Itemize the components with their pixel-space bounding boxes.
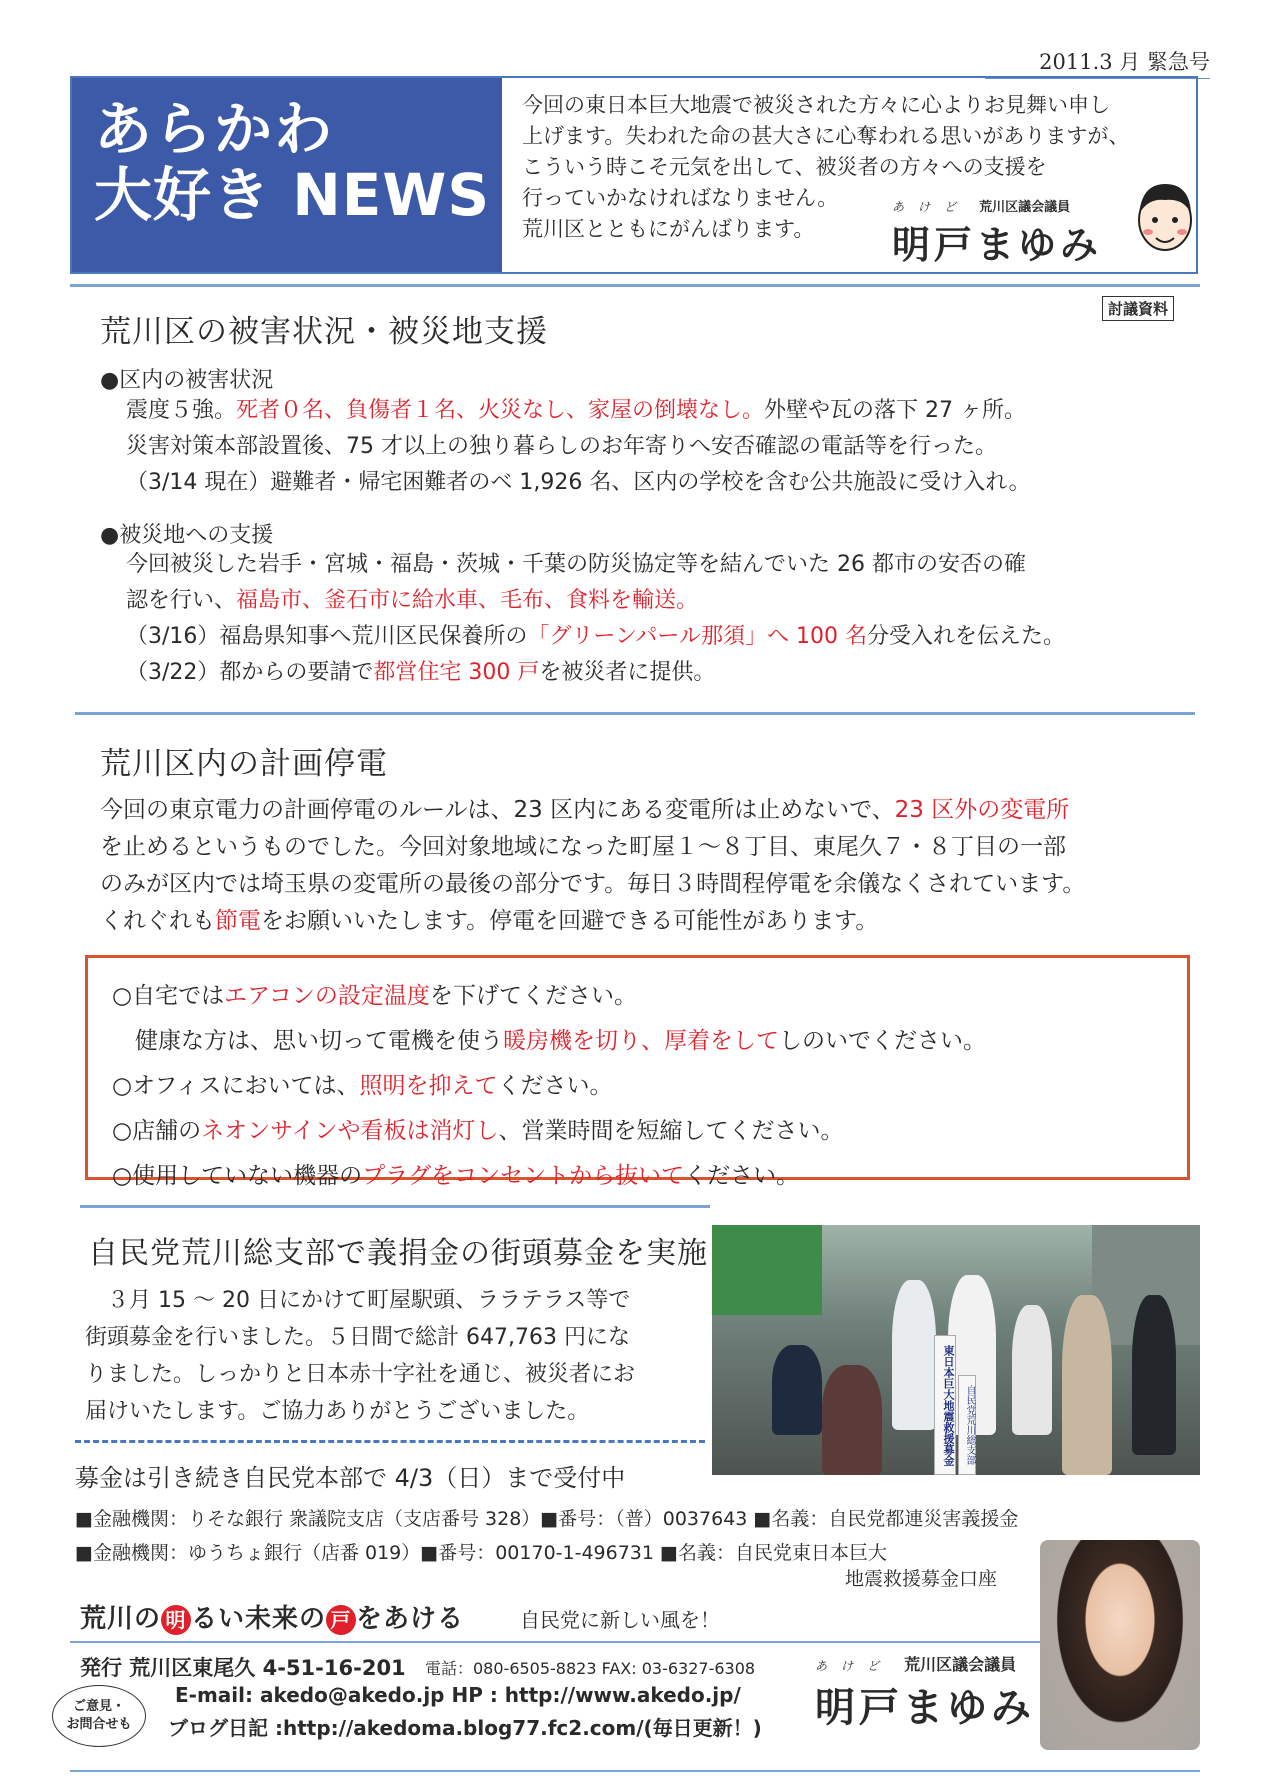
highlight-text: 暖房機を切り、厚着をして: [503, 1028, 779, 1054]
section-heading-outage: 荒川区内の計画停電: [100, 746, 388, 782]
text: 街頭募金を行いました。５日間で総計 647,763 円にな: [85, 1325, 630, 1350]
highlight-text: 「グリーンパール那須」へ 100 名: [527, 624, 867, 649]
fundraising-report: [85, 1282, 705, 1430]
highlight-text: 23 区外の変電所: [894, 797, 1070, 823]
bank-info-yucho: ■金融機関：ゆうちょ銀行（店番 019）■番号：00170-1-496731 ■名義：自民党東日本巨大: [75, 1542, 887, 1564]
agenda-tag: 討議資料: [1102, 296, 1174, 321]
bank-info-yucho-cont: 地震救援募金口座: [845, 1568, 998, 1590]
highlight-text: 死者０名、負傷者１名、火災なし、家屋の倒壊なし。: [236, 398, 765, 423]
subheading-disaster-support: ●被災地への支援: [100, 523, 274, 548]
signature-role: 荒川区議会議員: [904, 1655, 1017, 1674]
divider: [70, 1770, 1200, 1772]
greeting-line: 上げます。失われた命の甚大さに心奪われる思いがありますが、: [522, 124, 1130, 148]
text: 認を行い、: [126, 588, 237, 613]
photo-sign: [712, 1225, 822, 1315]
text: 今回被災した岩手・宮城・福島・茨城・千葉の防災協定等を結んでいた 26 都市の安否の確: [126, 552, 1026, 577]
text: ○使用していない機器の: [112, 1163, 363, 1189]
text: を被災者に提供。: [539, 660, 716, 685]
text: 荒川の: [80, 1604, 162, 1634]
contact-bubble: [52, 1685, 146, 1747]
issue-label: 2011.3 月 緊急号: [985, 46, 1210, 79]
newsletter-title: [72, 78, 502, 272]
text: お問合せも: [66, 1717, 132, 1732]
text: 分受入れを伝えた。: [866, 624, 1065, 649]
divider: [80, 1205, 710, 1208]
title-line-2: 大好き NEWS: [94, 161, 491, 229]
slogan-sub: 自民党に新しい風を！: [520, 1608, 720, 1632]
footer-signature: [815, 1652, 1016, 1675]
text: のみが区内では埼玉県の変電所の最後の部分です。毎日３時間程停電を余儀なくされています。: [100, 871, 1086, 897]
text: ○自宅では: [112, 983, 225, 1009]
slogan-accent: 戸: [326, 1605, 356, 1635]
donation-heading: 募金は引き続き自民党本部で 4/3（日）まで受付中: [75, 1464, 626, 1492]
signature-name: 明戸まゆみ: [892, 222, 1103, 267]
slogan: [80, 1598, 464, 1635]
email-hp[interactable]: E-mail: akedo@akedo.jp HP : http://www.akedo.jp/: [175, 1683, 741, 1707]
highlight-text: 都営住宅 300 戸: [373, 660, 540, 685]
text: をあける: [356, 1604, 465, 1634]
paragraph: [126, 393, 1206, 501]
text: を止めるというものでした。今回対象地域になった町屋１～８丁目、東尾久７・８丁目の一部: [100, 834, 1066, 860]
divider: [70, 1641, 1200, 1643]
sash-text: 自民党荒川総支部: [958, 1375, 976, 1475]
text: しのいでください。: [779, 1028, 986, 1054]
text: を下げてください。: [429, 983, 637, 1009]
dashed-divider: [75, 1440, 705, 1443]
text: ご意見・: [72, 1699, 125, 1714]
subheading-district-damage: ●区内の被害状況: [100, 368, 274, 393]
highlight-text: 福島市、釜石市に給水車、毛布、食料を輸送。: [236, 588, 699, 613]
text: 、営業時間を短縮してください。: [498, 1118, 844, 1144]
header-box: [70, 76, 1198, 274]
text: くれぐれも: [100, 908, 215, 934]
greeting-line: 荒川区とともにがんばります。: [522, 217, 815, 241]
text: をお願いいたします。停電を回避できる可能性があります。: [261, 908, 879, 934]
text: ください。: [684, 1163, 800, 1189]
text: 今回の東京電力の計画停電のルールは、23 区内にある変電所は止めないで、: [100, 797, 895, 823]
text: 災害対策本部設置後、75 才以上の独り暮らしのお年寄りへ安否確認の電話等を行った。: [126, 434, 997, 459]
highlight-text: 照明を抑えて: [359, 1073, 498, 1099]
blog-link[interactable]: ブログ日記 :http://akedoma.blog77.fc2.com/(毎日更新！): [168, 1716, 762, 1740]
section-heading-damage: 荒川区の被害状況・被災地支援: [100, 314, 548, 350]
signature-name: 明戸まゆみ: [815, 1684, 1035, 1731]
text: （3/16）福島県知事へ荒川区民保養所の: [126, 624, 528, 649]
power-saving-tips-box: [85, 955, 1190, 1189]
highlight-text: エアコンの設定温度: [224, 983, 430, 1009]
divider: [70, 284, 1200, 287]
cartoon-face-icon: [1134, 176, 1196, 256]
greeting-line: こういう時こそ元気を出して、被災者の方々への支援を: [522, 155, 1047, 179]
text: （3/22）都からの要請で: [126, 660, 374, 685]
section-heading-fundraising: 自民党荒川総支部で義捐金の街頭募金を実施: [88, 1236, 708, 1271]
highlight-text: ネオンサインや看板は消灯し: [201, 1118, 499, 1144]
text: ○オフィスにおいては、: [112, 1073, 360, 1099]
publisher-address: 発行 荒川区東尾久 4-51-16-201: [80, 1656, 406, 1680]
highlight-text: プラグをコンセントから抜いて: [362, 1163, 685, 1189]
text: 外壁や瓦の落下 27 ヶ所。: [764, 398, 1027, 423]
text: るい未来の: [191, 1604, 327, 1634]
signature-kana: あけど: [815, 1659, 894, 1673]
greeting-line: 行っていかなければなりません。: [522, 186, 839, 210]
divider: [75, 712, 1195, 715]
title-line-1: あらかわ: [94, 95, 335, 163]
text: りました。しっかりと日本赤十字社を通じ、被災者にお: [85, 1362, 636, 1387]
phone-fax: 電話：080-6505-8823 FAX: 03-6327-6308: [425, 1659, 756, 1678]
text: （3/14 現在）避難者・帰宅困難者のベ 1,926 名、区内の学校を含む公共施設に受け入れ。: [126, 470, 1031, 495]
text: ください。: [497, 1073, 613, 1099]
text: ３月 15 ～ 20 日にかけて町屋駅頭、ララテラス等で: [85, 1288, 631, 1313]
text: 届けいたします。ご協力ありがとうございました。: [85, 1399, 590, 1424]
text: ○店舗の: [112, 1118, 202, 1144]
highlight-text: 節電: [215, 908, 261, 934]
text: 震度５強。: [126, 398, 237, 423]
street-fundraising-photo: [712, 1225, 1200, 1475]
paragraph: [126, 547, 1206, 691]
portrait-photo: [1040, 1540, 1200, 1750]
signature-role: 荒川区議会議員: [979, 200, 1071, 215]
greeting-line: 今回の東日本巨大地震で被災された方々に心よりお見舞い申し: [522, 93, 1110, 117]
paragraph: [100, 792, 1210, 940]
text: 健康な方は、思い切って電機を使う: [112, 1028, 503, 1054]
signature-kana: あけど: [892, 200, 971, 214]
bank-info-resona: ■金融機関：りそな銀行 衆議院支店（支店番号 328）■番号：（普）0037643 ■名義：自民党都連災害義援金: [75, 1508, 1019, 1530]
sash-text: 東日本巨大地震救援募金: [934, 1335, 956, 1475]
slogan-accent: 明: [161, 1605, 191, 1635]
